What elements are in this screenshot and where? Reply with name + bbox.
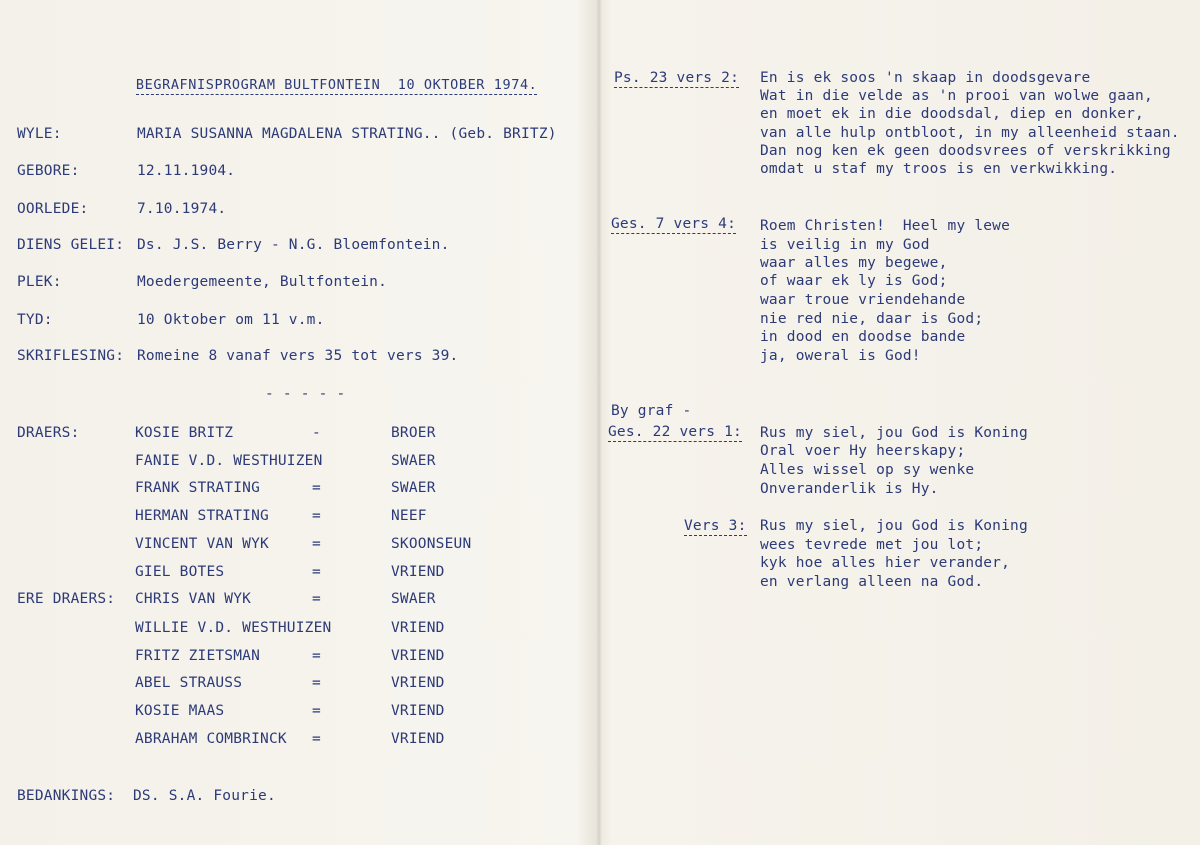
hymn-ref: [608, 423, 742, 441]
hymn-line: Rus my siel, jou God is Koning: [760, 518, 1028, 534]
hymn-line: Roem Christen! Heel my lewe: [760, 218, 1011, 234]
draers-label: DRAERS:: [17, 425, 80, 441]
section-separator: - - - - -: [265, 386, 346, 402]
detail-label-tyd: TYD:: [17, 312, 53, 328]
bearer-mark: =: [312, 508, 321, 524]
detail-label-wyle: WYLE:: [17, 126, 62, 142]
hymn-line: Wat in die velde as 'n prooi van wolwe gaan,: [760, 88, 1153, 104]
honorary-bearer-relation: VRIEND: [391, 703, 445, 719]
honorary-bearer-name: ABRAHAM COMBRINCK: [135, 731, 287, 747]
hymn-line: wees tevrede met jou lot;: [760, 537, 984, 553]
hymn-ref: [614, 69, 739, 87]
detail-value-tyd: 10 Oktober om 11 v.m.: [137, 312, 325, 328]
hymn-line: En is ek soos 'n skaap in doodsgevare: [760, 70, 1091, 86]
detail-label-plek: PLEK:: [17, 274, 62, 290]
bedankings-value: DS. S.A. Fourie.: [133, 788, 276, 804]
bearer-name: FRANK STRATING: [135, 480, 261, 496]
detail-value-skriflesing: Romeine 8 vanaf vers 35 tot vers 39.: [137, 348, 459, 364]
hymn-line: Onveranderlik is Hy.: [760, 481, 939, 497]
honorary-bearer-mark: =: [312, 675, 321, 691]
honorary-bearer-relation: SWAER: [391, 591, 436, 607]
bearer-name: HERMAN STRATING: [135, 508, 269, 524]
honorary-bearer-name: FRITZ ZIETSMAN: [135, 648, 261, 664]
detail-label-diens: DIENS GELEI:: [17, 237, 125, 253]
honorary-bearer-name: KOSIE MAAS: [135, 703, 225, 719]
hymn-ref: [684, 517, 747, 535]
bearer-name: VINCENT VAN WYK: [135, 536, 269, 552]
honorary-bearer-relation: VRIEND: [391, 648, 445, 664]
honorary-bearer-relation: VRIEND: [391, 675, 445, 691]
program-title: [101, 58, 537, 112]
hymn-ref-text: Vers 3:: [684, 518, 747, 534]
ere-draers-label: ERE DRAERS:: [17, 591, 116, 607]
hymn-line: waar alles my begewe,: [760, 255, 948, 271]
bearer-relation: SWAER: [391, 453, 436, 469]
bearer-relation: SKOONSEUN: [391, 536, 472, 552]
hymn-line: Dan nog ken ek geen doodsvrees of verskrikking: [760, 143, 1171, 159]
bedankings-label: BEDANKINGS:: [17, 788, 116, 804]
hymn-ref-text: Ges. 7 vers 4:: [611, 216, 737, 232]
detail-label-oorlede: OORLEDE:: [17, 201, 89, 217]
hymn-line: Alles wissel op sy wenke: [760, 462, 975, 478]
hymn-ref: [611, 215, 736, 233]
hymn-line: van alle hulp ontbloot, in my alleenheid staan.: [760, 125, 1180, 141]
bearer-name: KOSIE BRITZ: [135, 425, 234, 441]
honorary-bearer-relation: VRIEND: [391, 731, 445, 747]
bearer-mark: =: [312, 480, 321, 496]
detail-label-gebore: GEBORE:: [17, 163, 80, 179]
hymn-line: Rus my siel, jou God is Koning: [760, 425, 1028, 441]
detail-value-gebore: 12.11.1904.: [137, 163, 236, 179]
honorary-bearer-name: ABEL STRAUSS: [135, 675, 243, 691]
hymn-ref-text: Ps. 23 vers 2:: [614, 70, 740, 86]
bearer-relation: BROER: [391, 425, 436, 441]
bearer-name: GIEL BOTES: [135, 564, 225, 580]
hymn-ref-text: Ges. 22 vers 1:: [608, 424, 742, 440]
program-title-text: BEGRAFNISPROGRAM BULTFONTEIN 10 OKTOBER 1974.: [135, 77, 538, 93]
hymn-line: nie red nie, daar is God;: [760, 311, 984, 327]
honorary-bearer-relation: VRIEND: [391, 620, 445, 636]
hymn-line: in dood en doodse bande: [760, 329, 966, 345]
bearer-mark: =: [312, 536, 321, 552]
bearer-relation: VRIEND: [391, 564, 445, 580]
honorary-bearer-mark: =: [312, 703, 321, 719]
hymn-line: en verlang alleen na God.: [760, 574, 984, 590]
graveside-label: By graf -: [611, 403, 692, 419]
hymn-line: is veilig in my God: [760, 237, 930, 253]
hymn-line: of waar ek ly is God;: [760, 273, 948, 289]
hymn-line: omdat u staf my troos is en verkwikking.: [760, 161, 1118, 177]
detail-value-plek: Moedergemeente, Bultfontein.: [137, 274, 388, 290]
hymn-line: Oral voer Hy heerskapy;: [760, 443, 966, 459]
page-fold: [596, 0, 602, 845]
detail-value-diens: Ds. J.S. Berry - N.G. Bloemfontein.: [137, 237, 450, 253]
hymn-line: kyk hoe alles hier verander,: [760, 555, 1011, 571]
hymn-line: waar troue vriendehande: [760, 292, 966, 308]
bearer-relation: NEEF: [391, 508, 427, 524]
bearer-mark: -: [312, 425, 321, 441]
detail-value-wyle: MARIA SUSANNA MAGDALENA STRATING.. (Geb. BRITZ): [137, 126, 557, 142]
honorary-bearer-mark: =: [312, 591, 321, 607]
detail-value-oorlede: 7.10.1974.: [137, 201, 227, 217]
honorary-bearer-name: CHRIS VAN WYK: [135, 591, 252, 607]
bearer-name: FANIE V.D. WESTHUIZEN: [135, 453, 323, 469]
honorary-bearer-mark: =: [312, 731, 321, 747]
hymn-line: ja, oweral is God!: [760, 348, 921, 364]
honorary-bearer-mark: =: [312, 648, 321, 664]
bearer-relation: SWAER: [391, 480, 436, 496]
hymn-line: en moet ek in die doodsdal, diep en donker,: [760, 106, 1144, 122]
detail-label-skriflesing: SKRIFLESING:: [17, 348, 125, 364]
honorary-bearer-name: WILLIE V.D. WESTHUIZEN: [135, 620, 332, 636]
bearer-mark: =: [312, 564, 321, 580]
